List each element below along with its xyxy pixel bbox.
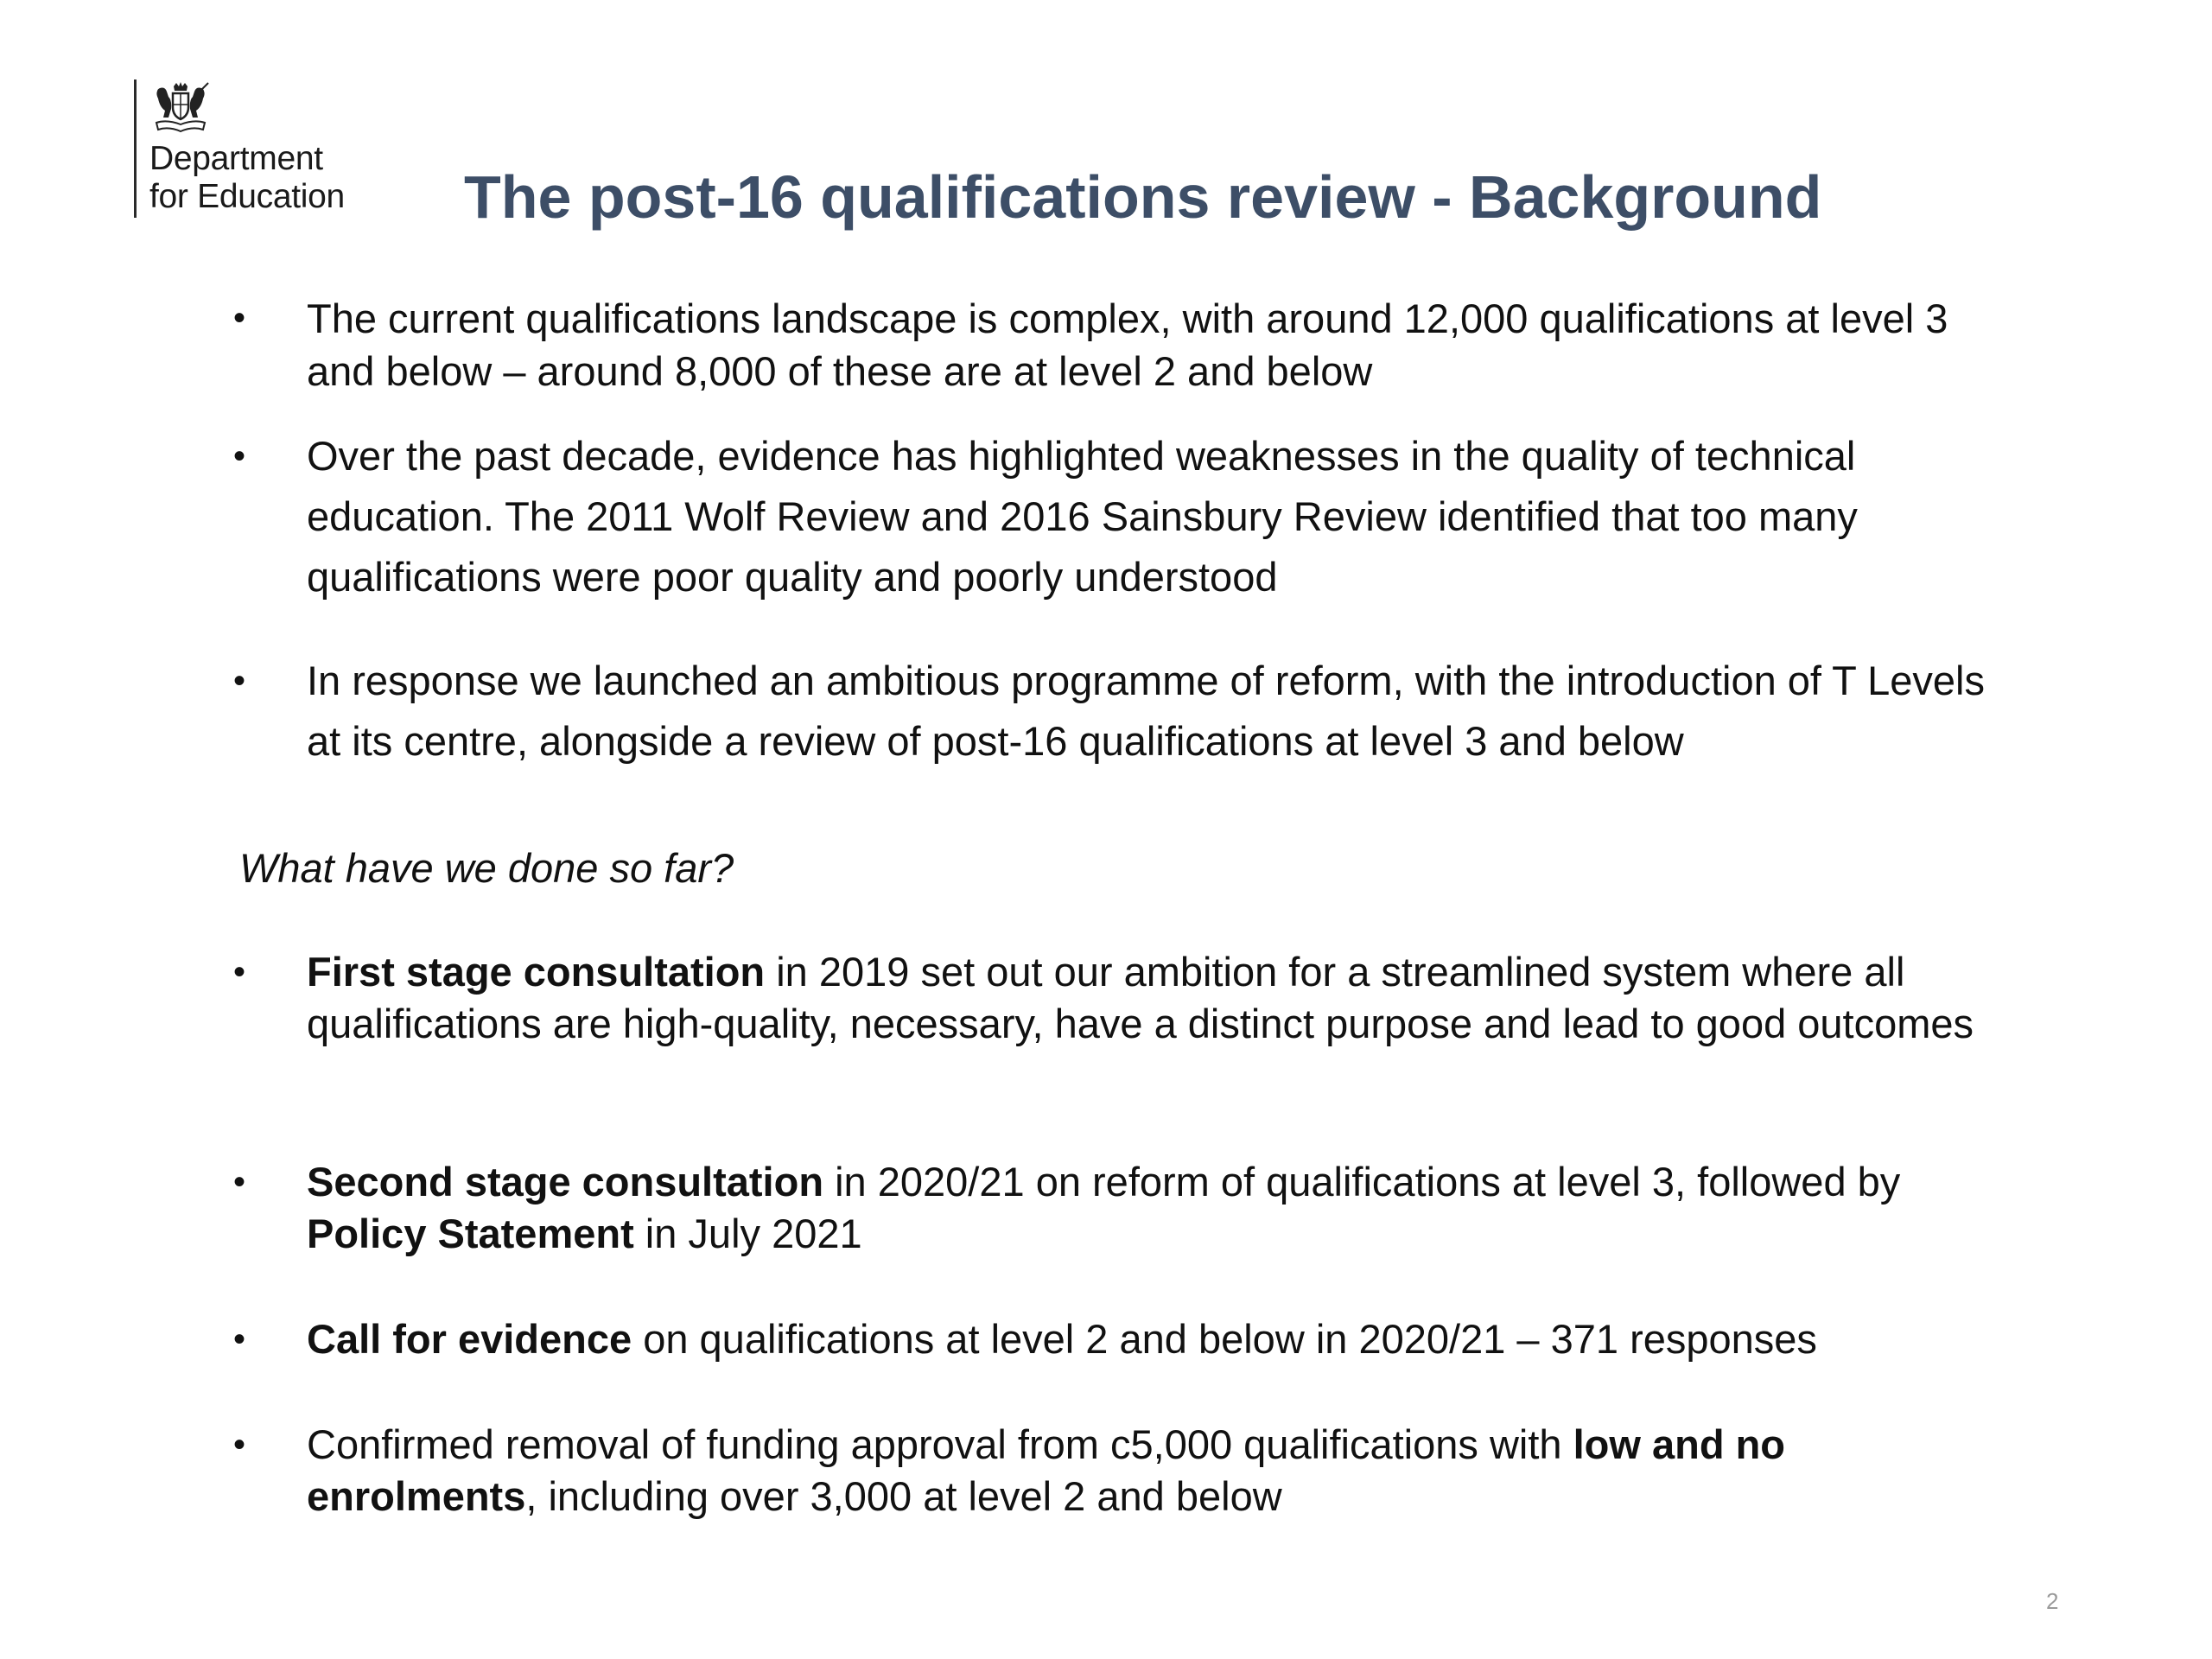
section-subheading: What have we done so far? <box>239 845 734 891</box>
bullet-plain-text: , including over 3,000 at level 2 and below <box>525 1473 1282 1519</box>
bullet-icon: • <box>233 1426 246 1464</box>
bullet-text: The current qualifications landscape is complex, with around 12,000 qualifications at level 3 and below – around 8,000 of these are at level 2 and below <box>307 296 1948 394</box>
bullet-icon: • <box>233 1163 246 1201</box>
bullet-icon: • <box>233 953 246 991</box>
bullet-text <box>307 1313 2000 1365</box>
logo-divider <box>134 79 137 218</box>
bullet-bold-text: Policy Statement <box>307 1211 634 1256</box>
bullet-plain-text: Confirmed removal of funding approval from c5,000 qualifications with <box>307 1421 1573 1467</box>
bullet-text: Over the past decade, evidence has highlighted weaknesses in the quality of technical education. The 2011 Wolf Review and 2016 Sainsbury Review identified that too many qualifications were poor quality and poorly understood <box>307 433 1858 600</box>
bullet-text <box>307 1156 2000 1260</box>
department-logo <box>134 79 393 218</box>
bullet-plain-text: in July 2021 <box>633 1211 862 1256</box>
bullet-bold-text: low and no enrolments <box>307 1421 1786 1519</box>
royal-coat-of-arms-icon <box>149 81 212 135</box>
bullet-bold-text: First stage consultation <box>307 949 766 995</box>
bullet-plain-text: in 2019 set out our ambition for a streamlined system where all qualifications are high-quality, necessary, have a distinct purpose and lead to good outcomes <box>307 949 1974 1046</box>
bullet-icon: • <box>233 437 246 475</box>
bullet-bold-text: Second stage consultation <box>307 1159 824 1205</box>
bullet-icon: • <box>233 299 246 337</box>
bullet-text <box>307 946 2000 1050</box>
bullet-text <box>307 1419 2000 1522</box>
bullet-text: In response we launched an ambitious programme of reform, with the introduction of T Levels at its centre, alongside a review of post-16 qualifications at level 3 and below <box>307 658 1985 764</box>
page-title: The post-16 qualifications review - Background <box>464 163 1822 231</box>
bullet-plain-text: in 2020/21 on reform of qualifications at level 3, followed by <box>823 1159 1901 1205</box>
bullet-icon: • <box>233 662 246 700</box>
logo-text-department: Department <box>149 140 323 177</box>
bullet-bold-text: Call for evidence <box>307 1316 632 1362</box>
bullet-plain-text: on qualifications at level 2 and below in 2020/21 – 371 responses <box>632 1316 1817 1362</box>
logo-text-for-education: for Education <box>149 178 345 215</box>
bullet-icon: • <box>233 1320 246 1358</box>
page-number: 2 <box>2046 1588 2059 1614</box>
